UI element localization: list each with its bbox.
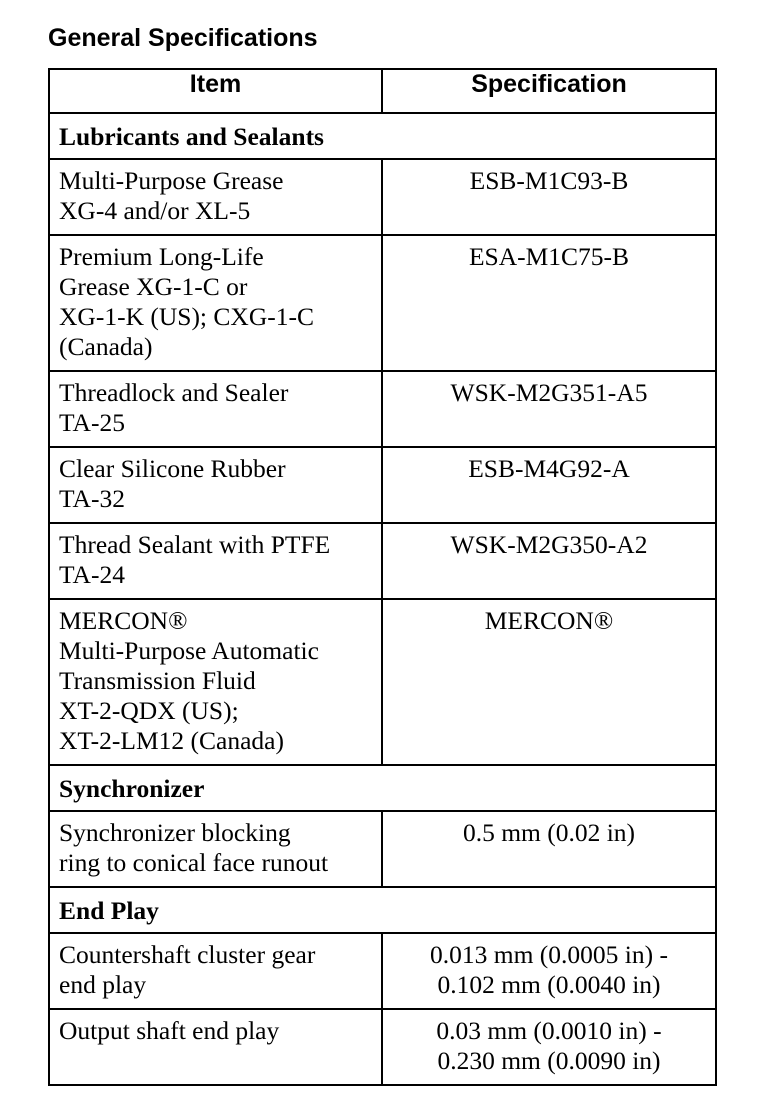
item-text: Premium Long-Life Grease XG-1-C or XG-1-K (US); CXG-1-C (Canada) bbox=[59, 242, 314, 361]
spec-cell bbox=[382, 1009, 716, 1085]
spec-cell bbox=[382, 159, 716, 235]
table-row bbox=[49, 523, 716, 599]
spec-cell bbox=[382, 371, 716, 447]
section-row-lubricants-and-sealants bbox=[49, 113, 716, 159]
item-cell bbox=[49, 599, 382, 765]
header-specification: Specification bbox=[382, 69, 716, 113]
header-item: Item bbox=[49, 69, 382, 113]
table-row bbox=[49, 811, 716, 887]
spec-cell bbox=[382, 523, 716, 599]
table-row bbox=[49, 933, 716, 1009]
table-row bbox=[49, 235, 716, 371]
spec-cell bbox=[382, 811, 716, 887]
table-row bbox=[49, 447, 716, 523]
spec-text: 0.03 mm (0.0010 in) - 0.230 mm (0.0090 in) bbox=[436, 1016, 662, 1075]
item-text: Thread Sealant with PTFE TA-24 bbox=[59, 530, 331, 589]
spec-cell bbox=[382, 235, 716, 371]
item-cell bbox=[49, 371, 382, 447]
item-cell bbox=[49, 235, 382, 371]
table-row bbox=[49, 1009, 716, 1085]
section-heading: Synchronizer bbox=[49, 765, 716, 811]
spec-text: ESB-M1C93-B bbox=[469, 166, 629, 195]
specifications-table bbox=[48, 68, 717, 1086]
item-text: Multi-Purpose Grease XG-4 and/or XL-5 bbox=[59, 166, 284, 225]
spec-text: ESA-M1C75-B bbox=[468, 242, 630, 271]
spec-cell bbox=[382, 599, 716, 765]
section-heading: Lubricants and Sealants bbox=[49, 113, 716, 159]
spec-cell bbox=[382, 447, 716, 523]
spec-text: WSK-M2G351-A5 bbox=[450, 378, 648, 407]
table-row bbox=[49, 159, 716, 235]
item-cell bbox=[49, 447, 382, 523]
spec-text: 0.013 mm (0.0005 in) - 0.102 mm (0.0040 in) bbox=[430, 940, 668, 999]
section-heading: End Play bbox=[49, 887, 716, 933]
section-row-synchronizer bbox=[49, 765, 716, 811]
item-text: Output shaft end play bbox=[59, 1016, 280, 1045]
item-text: Synchronizer blocking ring to conical face runout bbox=[59, 818, 329, 877]
item-text: MERCON® Multi-Purpose Automatic Transmission Fluid XT-2-QDX (US); XT-2-LM12 (Canada) bbox=[59, 606, 319, 755]
spec-text: WSK-M2G350-A2 bbox=[450, 530, 648, 559]
spec-text: MERCON® bbox=[484, 606, 614, 635]
item-cell bbox=[49, 1009, 382, 1085]
item-text: Clear Silicone Rubber TA-32 bbox=[59, 454, 286, 513]
item-text: Countershaft cluster gear end play bbox=[59, 940, 316, 999]
spec-cell bbox=[382, 933, 716, 1009]
item-cell bbox=[49, 933, 382, 1009]
spec-text: ESB-M4G92-A bbox=[468, 454, 630, 483]
page-title: General Specifications bbox=[48, 24, 318, 52]
item-cell bbox=[49, 523, 382, 599]
table-header-row bbox=[49, 69, 716, 113]
item-cell bbox=[49, 811, 382, 887]
table-row bbox=[49, 371, 716, 447]
item-text: Threadlock and Sealer TA-25 bbox=[59, 378, 289, 437]
section-row-end-play bbox=[49, 887, 716, 933]
item-cell bbox=[49, 159, 382, 235]
spec-text: 0.5 mm (0.02 in) bbox=[462, 818, 636, 847]
table-row bbox=[49, 599, 716, 765]
